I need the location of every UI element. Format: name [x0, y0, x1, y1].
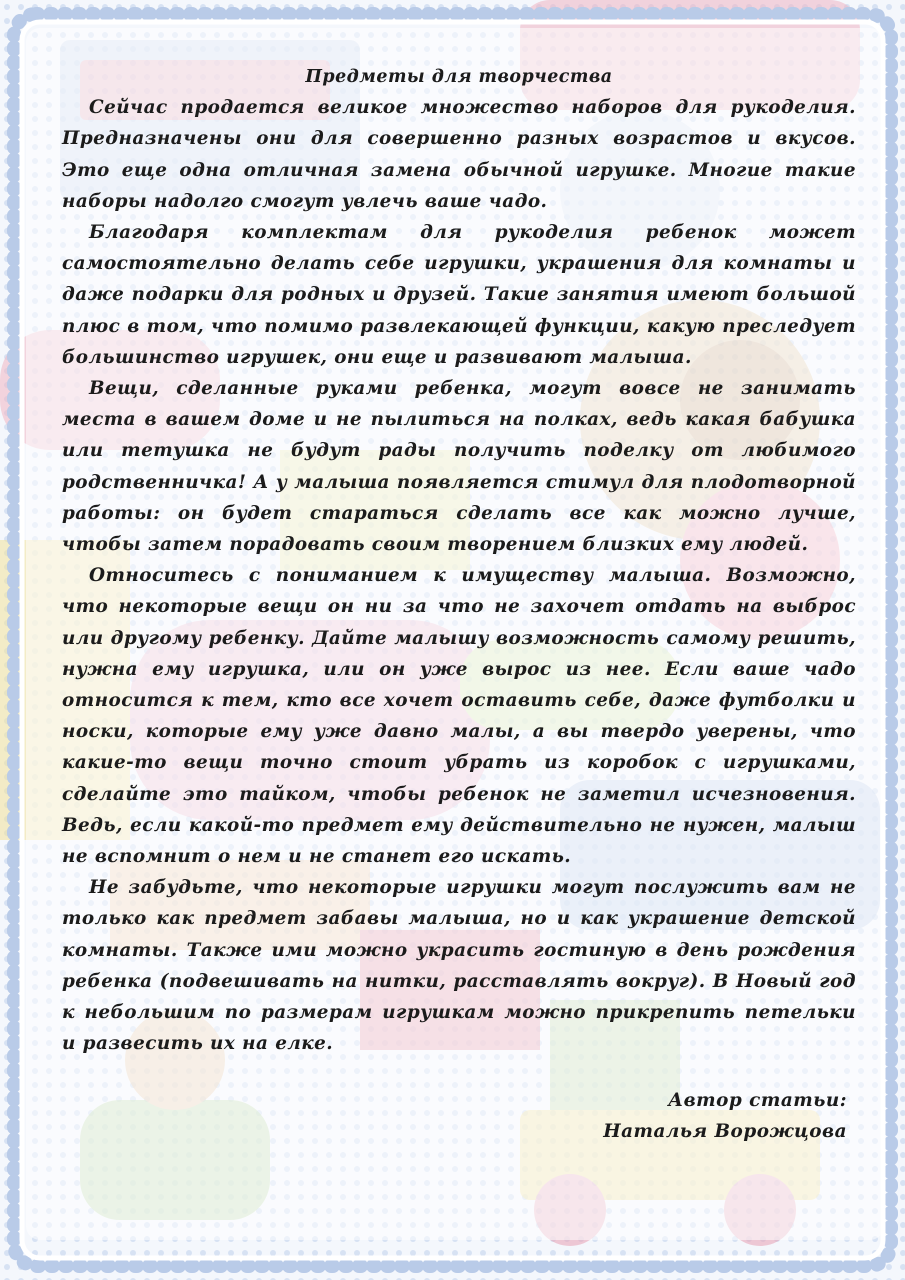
paragraph-2: Благодаря комплектам для рукоделия ребенок может самостоятельно делать себе игрушки, украшения для комнаты и даже подарки для родных и друзей. Такие занятия имеют большой плюс в том, что помимо развлекающей функции, какую преследует большинство игрушек, они еще и развивают малыша. — [62, 222, 856, 368]
author-label: Автор статьи: — [668, 1090, 847, 1111]
paragraph-4: Относитесь с пониманием к имуществу малыша. Возможно, что некоторые вещи он ни за что не захочет отдать на выброс или другому ребенку. Дайте малышу возможность самому решить, нужна ему игрушка, или он уже вырос из нее. Если ваше чадо относится к тем, кто все хочет оставить себе, даже футболки и носки, которые ему уже давно малы, а вы твердо уверены, что какие-то вещи точно стоит убрать из коробок с игрушками, сделайте это тайком, чтобы ребенок не заметил исчезновения. Ведь, если какой-то предмет ему действительно не нужен, малыш не вспомнит о нем и не станет его искать. — [62, 565, 856, 868]
author-block — [603, 1085, 847, 1147]
article — [62, 62, 856, 1060]
author-name: Наталья Ворожцова — [603, 1121, 847, 1142]
paragraph-5: Не забудьте, что некоторые игрушки могут послужить вам не только как предмет забавы малыша, но и как украшение детской комнаты. Также ими можно украсить гостиную в день рождения ребенка (подвешивать на нитки, расставлять вокруг). В Новый год к небольшим по размерам игрушкам можно прикрепить петельки и развесить их на елке. — [62, 877, 856, 1055]
paragraph-1: Сейчас продается великое множество наборов для рукоделия. Предназначены они для совершенно разных возрастов и вкусов. Это еще одна отличная замена обычной игрушке. Многие такие наборы надолго смогут увлечь ваше чадо. — [62, 97, 856, 212]
paragraph-3: Вещи, сделанные руками ребенка, могут вовсе не занимать места в вашем доме и не пылиться на полках, ведь какая бабушка или тетушка не будут рады получить поделку от любимого родственничка! А у малыша появляется стимул для плодотворной работы: он будет стараться сделать все как можно лучше, чтобы затем порадовать своим творением близких ему людей. — [62, 378, 856, 556]
article-title: Предметы для творчества — [305, 67, 613, 87]
